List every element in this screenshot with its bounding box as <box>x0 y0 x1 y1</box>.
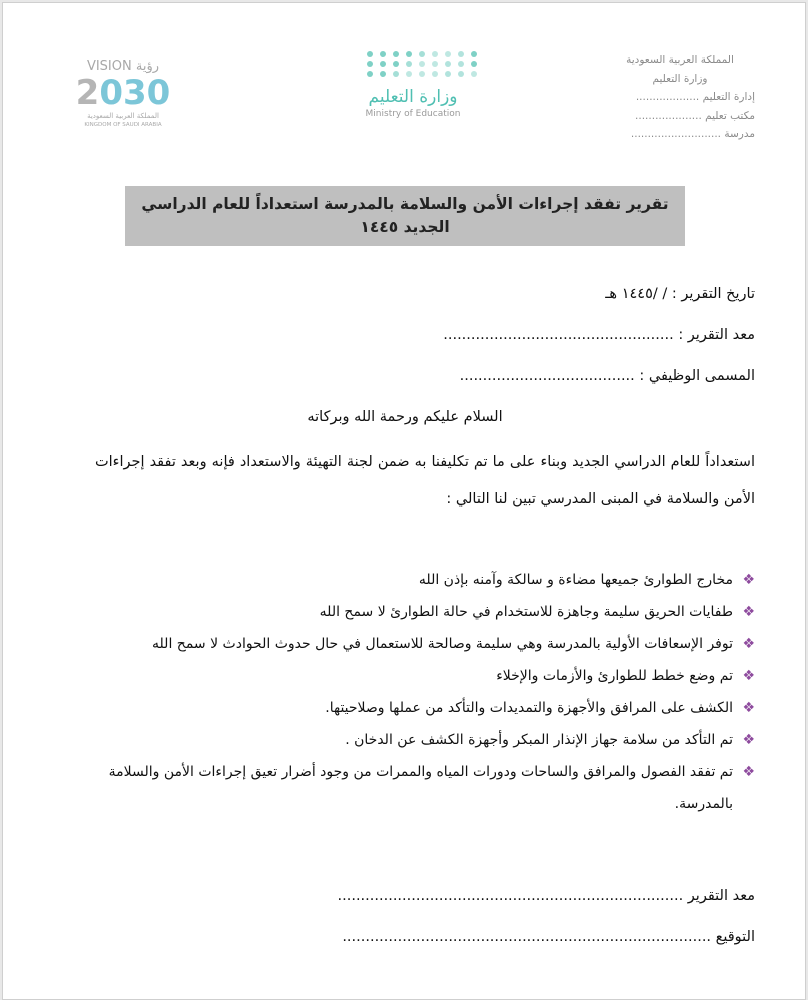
list-item <box>75 724 755 756</box>
list-item-text: تم تفقد الفصول والمرافق والساحات ودورات المياه والممرات من وجود أضرار تعيق إجراءات الأمن والسلامة بالمدرسة. <box>108 764 733 812</box>
list-item-text: تم وضع خطط للطوارئ والأزمات والإخلاء <box>496 668 733 684</box>
list-item-text: الكشف على المرافق والأجهزة والتمديدات والتأكد من عملها وصلاحيتها. <box>325 700 733 716</box>
document-page <box>2 2 806 1000</box>
education-department-field: إدارة التعليم ................... <box>635 91 755 103</box>
vision-2030-logo <box>63 59 183 129</box>
list-item <box>75 660 755 692</box>
ministry-name-arabic: وزارة التعليم <box>368 87 458 107</box>
list-item-text: مخارج الطوارئ جميعها مضاءة و سالكة وآمنه بإذن الله <box>418 572 733 588</box>
kingdom-label: المملكة العربية السعودية <box>626 54 734 66</box>
footer-preparer-field: معد التقرير ........................................................................... <box>337 888 755 904</box>
vision-kingdom-arabic: المملكة العربية السعودية <box>87 112 159 120</box>
vision-kingdom-english: KINGDOM OF SAUDI ARABIA <box>84 122 162 128</box>
diamond-bullet-icon: ❖ <box>742 700 755 716</box>
diamond-bullet-icon: ❖ <box>742 732 755 748</box>
job-title-field: المسمى الوظيفي : ...................................... <box>459 368 755 384</box>
vision-label-arabic: رؤية <box>135 59 160 74</box>
diamond-bullet-icon: ❖ <box>742 604 755 620</box>
list-item <box>75 692 755 724</box>
report-title: تقرير تفقد إجراءات الأمن والسلامة بالمدرسة استعداداً للعام الدراسي الجديد ١٤٤٥ <box>125 186 685 246</box>
ministry-name-english: Ministry of Education <box>365 109 461 119</box>
list-item <box>75 628 755 660</box>
signature-field: التوقيع ................................................................................ <box>342 929 755 945</box>
greeting: السلام عليكم ورحمة الله وبركاته <box>307 409 503 425</box>
list-item <box>75 596 755 628</box>
findings-list <box>55 564 755 820</box>
intro-paragraph: استعداداً للعام الدراسي الجديد وبناء على ما تم تكليفنا به ضمن لجنة التهيئة والاستعداد فإنه وبعد تفقد إجراءات الأمن والسلامة في المبنى المدرسي تبين لنا التالي : <box>95 454 755 507</box>
school-field: مدرسة ........................... <box>630 128 755 140</box>
list-item-text: طفايات الحريق سليمة وجاهزة للاستخدام في حالة الطوارئ لا سمح الله <box>319 604 733 620</box>
list-item <box>75 564 755 596</box>
vision-year-a: 2 <box>75 73 100 113</box>
diamond-bullet-icon: ❖ <box>742 668 755 684</box>
list-item-text: توفر الإسعافات الأولية بالمدرسة وهي سليمة وصالحة للاستعمال في حال حدوث الحوادث لا سمح الله <box>152 636 733 652</box>
report-date-field: تاريخ التقرير : / /١٤٤٥ هـ <box>605 286 755 302</box>
diamond-bullet-icon: ❖ <box>742 764 755 780</box>
education-office-field: مكتب تعليم .................... <box>635 109 755 122</box>
ministry-label: وزارة التعليم <box>652 72 708 85</box>
report-body <box>55 186 755 958</box>
vision-label: VISION <box>86 59 132 74</box>
logo-dots-icon <box>353 51 493 77</box>
diamond-bullet-icon: ❖ <box>742 636 755 652</box>
ministry-of-education-logo <box>333 51 493 119</box>
list-item <box>75 756 755 820</box>
diamond-bullet-icon: ❖ <box>742 572 755 588</box>
list-item-text: تم التأكد من سلامة جهاز الإنذار المبكر وأجهزة الكشف عن الدخان . <box>345 732 733 748</box>
vision-year-b: 030 <box>99 73 171 113</box>
header-institution-block <box>535 51 755 144</box>
report-preparer-field: معد التقرير : .................................................. <box>443 327 755 343</box>
